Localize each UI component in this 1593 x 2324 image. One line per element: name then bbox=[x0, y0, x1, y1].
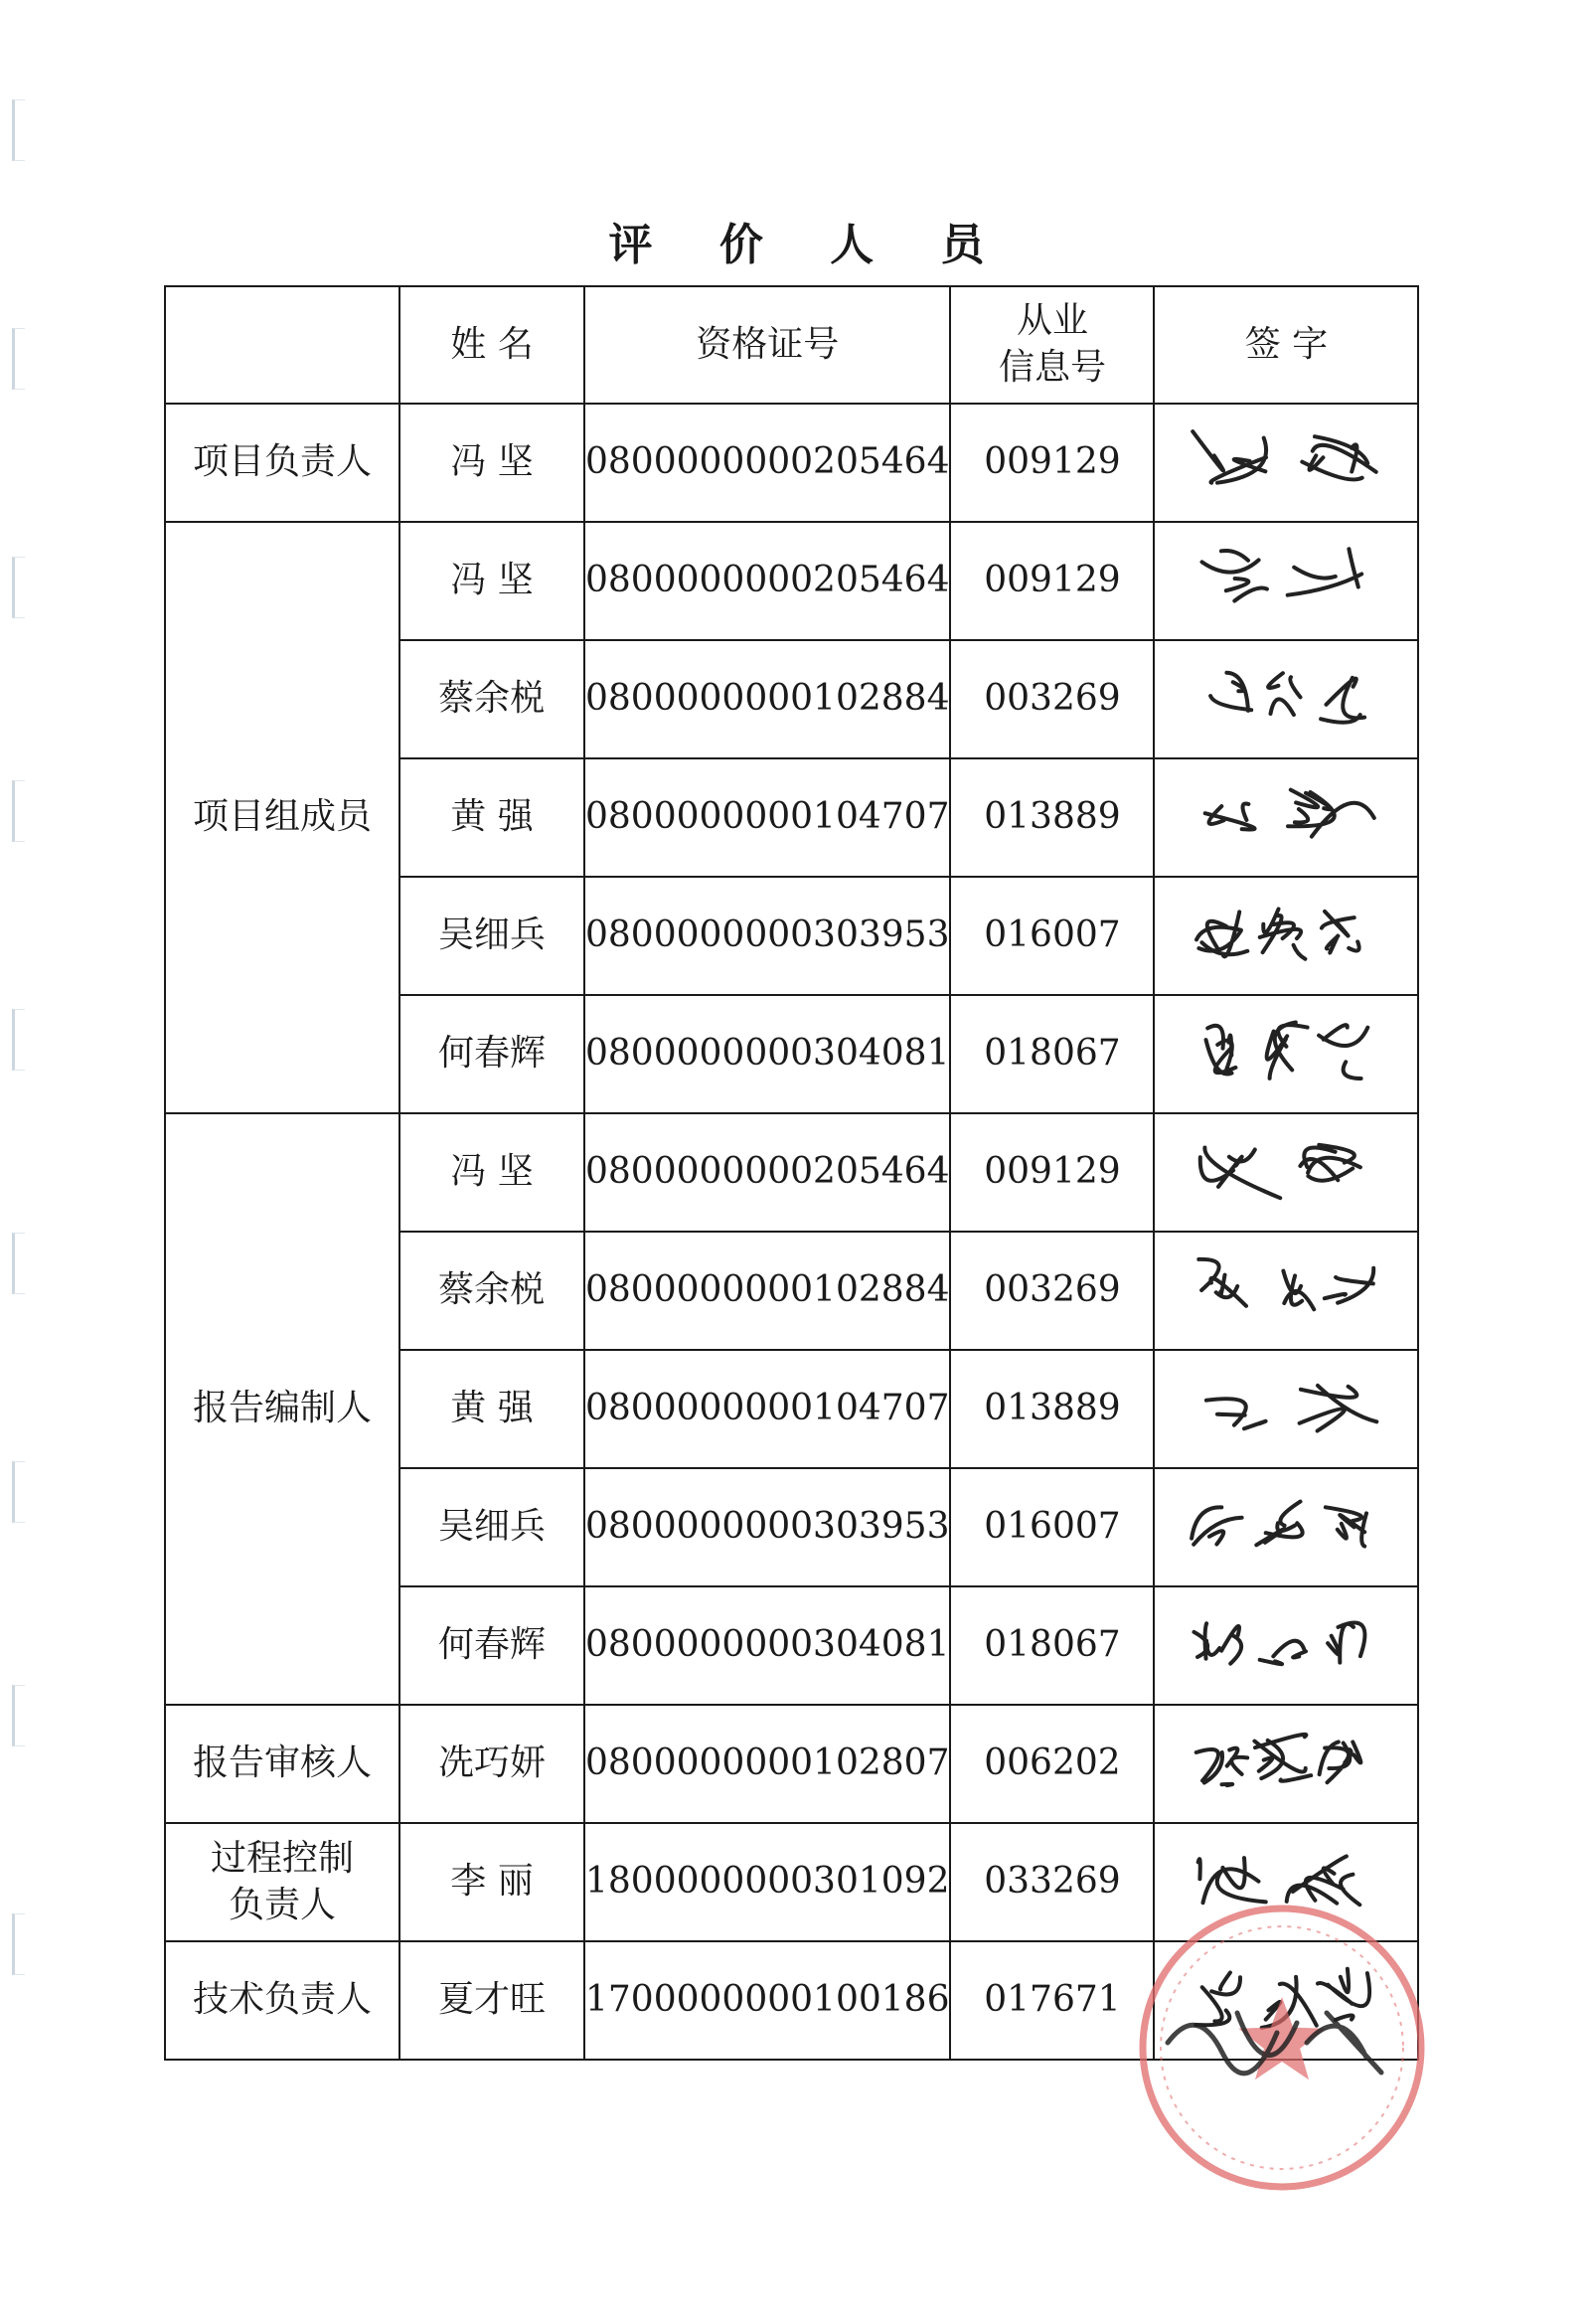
signature-stroke bbox=[1202, 550, 1267, 600]
role-cell bbox=[165, 404, 399, 522]
name-cell: 何春辉 bbox=[399, 1586, 584, 1705]
handwritten-signature bbox=[1182, 1598, 1390, 1694]
signature-stroke bbox=[1194, 431, 1267, 483]
info-cell: 009129 bbox=[950, 522, 1154, 640]
signature-stroke bbox=[1269, 673, 1301, 715]
signature-stroke bbox=[1320, 1742, 1361, 1782]
signature-stroke bbox=[1303, 436, 1376, 479]
name-cell: 冯 坚 bbox=[399, 522, 584, 640]
cert-cell: 0800000000303953 bbox=[584, 877, 950, 995]
cert-cell: 0800000000205464 bbox=[584, 404, 950, 522]
name-cell: 夏才旺 bbox=[399, 1941, 584, 2060]
table-row bbox=[165, 1823, 1418, 1941]
signature-stroke bbox=[1196, 1972, 1241, 2025]
role-label: 技术负责人 bbox=[192, 1979, 372, 2021]
role-cell bbox=[165, 1941, 399, 2060]
info-cell: 018067 bbox=[950, 995, 1154, 1113]
cert-cell: 0800000000205464 bbox=[584, 522, 950, 640]
signature-stroke bbox=[1198, 1858, 1266, 1903]
name-cell: 吴细兵 bbox=[399, 1468, 584, 1586]
handwritten-signature bbox=[1182, 770, 1390, 866]
name-cell: 黄 强 bbox=[399, 1350, 584, 1468]
signature-stroke bbox=[1325, 1267, 1373, 1302]
signature-cell bbox=[1154, 522, 1418, 640]
scan-edge-mark bbox=[12, 780, 25, 842]
signature-cell bbox=[1154, 1468, 1418, 1586]
handwritten-signature bbox=[1182, 1007, 1390, 1102]
scan-edge-mark bbox=[12, 1685, 25, 1746]
info-cell: 013889 bbox=[950, 758, 1154, 877]
role-cell bbox=[165, 522, 399, 1113]
signature-cell bbox=[1154, 1823, 1418, 1941]
cert-cell: 0800000000102884 bbox=[584, 1232, 950, 1350]
signature-stroke bbox=[1195, 1623, 1242, 1663]
info-cell: 003269 bbox=[950, 640, 1154, 758]
signature-stroke bbox=[1329, 1622, 1365, 1662]
signature-cell bbox=[1154, 1350, 1418, 1468]
handwritten-signature bbox=[1182, 1717, 1390, 1812]
name-cell: 冯 坚 bbox=[399, 404, 584, 522]
name-cell: 吴细兵 bbox=[399, 877, 584, 995]
signature-cell bbox=[1154, 877, 1418, 995]
header-name: 姓 名 bbox=[399, 286, 584, 404]
table-row bbox=[165, 1705, 1418, 1823]
header-signature: 签 字 bbox=[1154, 286, 1418, 404]
info-cell: 006202 bbox=[950, 1705, 1154, 1823]
signature-stroke bbox=[1257, 1501, 1303, 1545]
name-cell: 蔡余棁 bbox=[399, 1232, 584, 1350]
info-cell: 013889 bbox=[950, 1350, 1154, 1468]
handwritten-signature bbox=[1182, 1125, 1390, 1221]
header-info-line2: 信息号 bbox=[998, 347, 1106, 388]
cert-cell: 1700000000100186 bbox=[584, 1941, 950, 2060]
scan-edge-mark bbox=[12, 99, 25, 161]
signature-stroke bbox=[1260, 909, 1306, 958]
role-cell bbox=[165, 1823, 399, 1941]
handwritten-signature bbox=[1182, 1953, 1390, 2049]
signature-stroke bbox=[1211, 672, 1252, 710]
signature-stroke bbox=[1318, 1968, 1369, 2019]
cert-cell: 0800000000205464 bbox=[584, 1113, 950, 1232]
signature-stroke bbox=[1320, 1025, 1368, 1079]
name-cell: 冯 坚 bbox=[399, 1113, 584, 1232]
role-cell bbox=[165, 1705, 399, 1823]
name-cell: 冼巧妍 bbox=[399, 1705, 584, 1823]
cert-cell: 0800000000102807 bbox=[584, 1705, 950, 1823]
info-cell: 016007 bbox=[950, 1468, 1154, 1586]
signature-stroke bbox=[1199, 1258, 1247, 1305]
signature-cell bbox=[1154, 1113, 1418, 1232]
info-cell: 018067 bbox=[950, 1586, 1154, 1705]
header-info bbox=[950, 286, 1154, 404]
table-row bbox=[165, 404, 1418, 522]
role-label: 报告审核人 bbox=[192, 1743, 372, 1784]
role-label: 负责人 bbox=[228, 1884, 336, 1925]
info-cell: 009129 bbox=[950, 404, 1154, 522]
info-cell: 003269 bbox=[950, 1232, 1154, 1350]
header-role bbox=[165, 286, 399, 404]
name-cell: 何春辉 bbox=[399, 995, 584, 1113]
signature-cell bbox=[1154, 1586, 1418, 1705]
name-cell: 蔡余棁 bbox=[399, 640, 584, 758]
signature-stroke bbox=[1284, 1270, 1315, 1309]
cert-cell: 0800000000104707 bbox=[584, 758, 950, 877]
signature-stroke bbox=[1288, 549, 1362, 594]
handwritten-signature bbox=[1182, 415, 1390, 511]
signature-cell bbox=[1154, 404, 1418, 522]
table-header-row bbox=[165, 286, 1418, 404]
handwritten-signature bbox=[1182, 1244, 1390, 1339]
scan-edge-mark bbox=[12, 328, 25, 390]
page-title: 评 价 人 员 bbox=[608, 220, 1011, 270]
signature-stroke bbox=[1193, 1507, 1243, 1544]
scan-edge-mark bbox=[12, 1913, 25, 1975]
handwritten-signature bbox=[1182, 1835, 1390, 1930]
cert-cell: 0800000000303953 bbox=[584, 1468, 950, 1586]
signature-stroke bbox=[1287, 1856, 1360, 1905]
handwritten-signature bbox=[1182, 1480, 1390, 1576]
scan-edge-mark bbox=[12, 1233, 25, 1294]
role-cell bbox=[165, 1113, 399, 1705]
signature-cell bbox=[1154, 1941, 1418, 2060]
cert-cell: 1800000000301092 bbox=[584, 1823, 950, 1941]
signature-stroke bbox=[1200, 1147, 1280, 1198]
personnel-table bbox=[164, 285, 1419, 2061]
info-cell: 033269 bbox=[950, 1823, 1154, 1941]
signature-cell bbox=[1154, 995, 1418, 1113]
signature-stroke bbox=[1300, 1385, 1377, 1430]
signature-stroke bbox=[1322, 911, 1359, 952]
role-label: 报告编制人 bbox=[192, 1388, 372, 1429]
info-cell: 017671 bbox=[950, 1941, 1154, 2060]
signature-stroke bbox=[1255, 1734, 1312, 1780]
table-row bbox=[165, 1941, 1418, 2060]
signature-cell bbox=[1154, 640, 1418, 758]
role-label: 过程控制 bbox=[210, 1837, 354, 1879]
signature-cell bbox=[1154, 1232, 1418, 1350]
signature-stroke bbox=[1301, 1144, 1361, 1180]
table-row bbox=[165, 522, 1418, 640]
signature-stroke bbox=[1206, 1025, 1236, 1074]
handwritten-signature bbox=[1182, 534, 1390, 629]
signature-stroke bbox=[1262, 1976, 1317, 2027]
cert-cell: 0800000000102884 bbox=[584, 640, 950, 758]
scan-edge-mark bbox=[12, 1461, 25, 1523]
info-cell: 009129 bbox=[950, 1113, 1154, 1232]
signature-cell bbox=[1154, 1705, 1418, 1823]
role-label: 项目组成员 bbox=[192, 796, 372, 838]
scan-edge-mark bbox=[12, 1009, 25, 1071]
signature-stroke bbox=[1326, 1507, 1366, 1546]
cert-cell: 0800000000304081 bbox=[584, 995, 950, 1113]
signature-stroke bbox=[1267, 1022, 1308, 1078]
handwritten-signature bbox=[1182, 652, 1390, 747]
cert-cell: 0800000000304081 bbox=[584, 1586, 950, 1705]
signature-stroke bbox=[1196, 1747, 1248, 1784]
signature-stroke bbox=[1205, 803, 1255, 829]
cert-cell: 0800000000104707 bbox=[584, 1350, 950, 1468]
signature-stroke bbox=[1196, 912, 1247, 956]
name-cell: 黄 强 bbox=[399, 758, 584, 877]
scan-edge-mark bbox=[12, 557, 25, 618]
handwritten-signature bbox=[1182, 1362, 1390, 1457]
handwritten-signature bbox=[1182, 889, 1390, 984]
signature-cell bbox=[1154, 758, 1418, 877]
info-cell: 016007 bbox=[950, 877, 1154, 995]
table-row bbox=[165, 1113, 1418, 1232]
header-cert: 资格证号 bbox=[584, 286, 950, 404]
signature-stroke bbox=[1206, 1399, 1266, 1428]
signature-stroke bbox=[1322, 677, 1365, 722]
header-info-line1: 从业 bbox=[1016, 300, 1088, 342]
signature-stroke bbox=[1260, 1640, 1306, 1664]
signature-stroke bbox=[1288, 789, 1374, 836]
name-cell: 李 丽 bbox=[399, 1823, 584, 1941]
role-label: 项目负责人 bbox=[192, 441, 372, 483]
